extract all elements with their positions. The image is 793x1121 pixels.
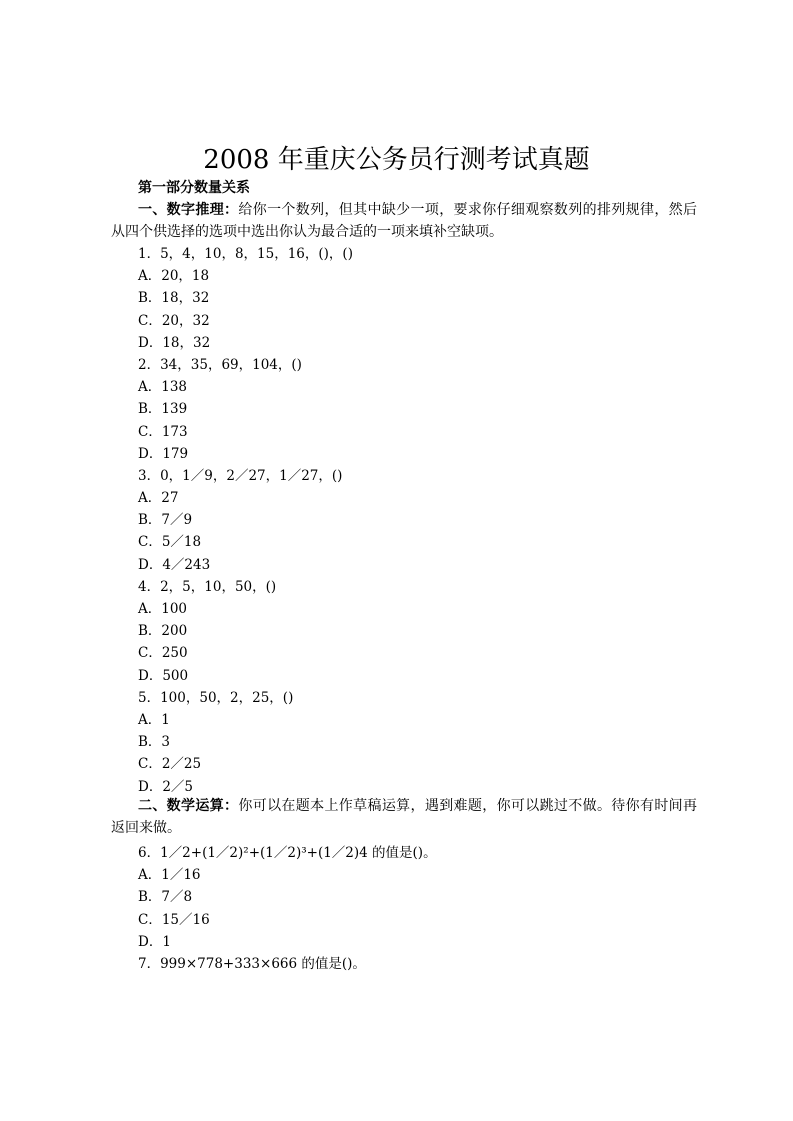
option-line: C．2／25: [138, 756, 202, 773]
option-line: B．7／8: [138, 889, 193, 906]
option-line: D．500: [138, 667, 189, 684]
option-line: C．15／16: [138, 911, 210, 928]
option-line: D．2／5: [138, 778, 194, 795]
option-line: C．173: [138, 423, 188, 440]
question-line: 5．100，50，2，25，(): [138, 689, 294, 706]
option-line: A．1: [138, 711, 170, 728]
section1-instructions: [111, 199, 697, 243]
option-line: A．27: [138, 490, 179, 507]
document-title: 2008 年重庆公务员行测考试真题: [203, 145, 590, 175]
question-line: 1．5，4，10，8，15，16，()，(): [138, 246, 353, 262]
section2-instructions: [111, 795, 697, 839]
option-line: A．20，18: [138, 268, 210, 285]
option-line: C．250: [138, 645, 188, 662]
question-list: [138, 243, 698, 975]
option-line: B．3: [138, 734, 171, 751]
question-line: 3．0，1／9，2／27，1／27，(): [138, 467, 343, 484]
section1-text: 给你一个数列，但其中缺少一项，要求你仔细观察数列的排列规律，然后从四个供选择的选项中选出你认为最合适的一项来填补空缺项。: [111, 202, 698, 240]
option-line: A．100: [138, 601, 188, 617]
section2-label: 二、数学运算：: [138, 798, 239, 814]
question-line: 6．1／2+(1／2)²+(1／2)³+(1／2)4 的值是()。: [138, 845, 437, 862]
question-line: 7．999×778+333×666 的值是()。: [138, 956, 366, 973]
part-heading: 第一部分数量关系: [138, 180, 250, 196]
option-line: C．5／18: [138, 534, 202, 551]
option-line: D．179: [138, 445, 189, 462]
section1-label: 一、数字推理：: [138, 202, 239, 218]
option-line: B．200: [138, 623, 188, 640]
option-line: C．20，32: [138, 312, 210, 329]
option-line: B．18，32: [138, 290, 210, 307]
option-line: D．4／243: [138, 556, 211, 573]
option-line: A．138: [138, 379, 188, 396]
option-line: B．7／9: [138, 512, 193, 529]
option-line: A．1／16: [138, 867, 201, 884]
question-line: 2．34，35，69，104，(): [138, 356, 302, 373]
section2-text: 你可以在题本上作草稿运算，遇到难题，你可以跳过不做。待你有时间再返回来做。: [111, 798, 698, 836]
option-line: D．18，32: [138, 334, 211, 351]
question-line: 4．2，5，10，50，(): [138, 578, 277, 595]
option-line: B．139: [138, 401, 188, 418]
option-line: D．1: [138, 933, 171, 950]
